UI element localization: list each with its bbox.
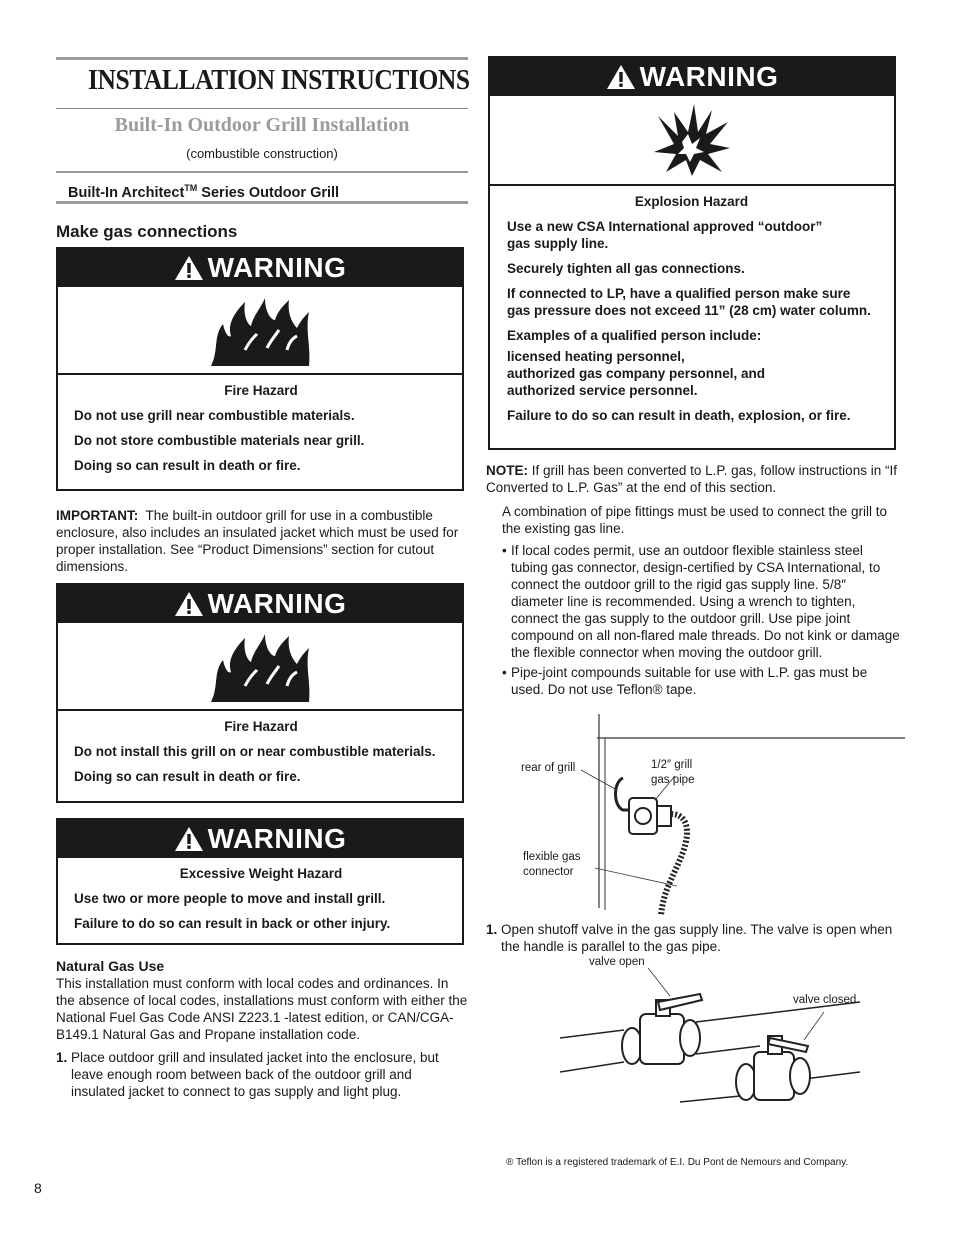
warning-triangle-icon xyxy=(174,255,204,281)
fire-icon xyxy=(205,290,315,370)
step-text: Place outdoor grill and insulated jacket into the enclosure, but leave enough room between back of the outdoor grill and insulated jacket to connect to gas supply and light plug. xyxy=(71,1050,439,1099)
model-suffix: Series Outdoor Grill xyxy=(197,184,340,201)
note-label: NOTE: xyxy=(486,463,528,478)
bullet-item xyxy=(502,542,902,661)
warning-text xyxy=(490,186,894,440)
warning-line: Failure to do so can result in back or other injury. xyxy=(74,916,391,931)
page-subnote: (combustible construction) xyxy=(186,146,338,161)
warning-bar xyxy=(490,58,894,96)
gas-connection-diagram xyxy=(505,710,905,920)
warning-line: Examples of a qualified person include: xyxy=(507,328,762,343)
valve-closed-label: valve closed xyxy=(793,994,857,1006)
fire-icon xyxy=(205,626,315,706)
natural-gas-heading: Natural Gas Use xyxy=(56,958,165,974)
note-paragraph xyxy=(486,462,902,496)
warning-line: Failure to do so can result in death, explosion, or fire. xyxy=(507,408,851,423)
warning-box-fire-1 xyxy=(56,247,464,491)
warning-line: Do not store combustible materials near grill. xyxy=(74,433,365,448)
warning-triangle-icon xyxy=(606,64,636,90)
warning-triangle-icon xyxy=(174,826,204,852)
model-rule xyxy=(56,201,468,204)
note-text: If grill has been converted to L.P. gas, follow instructions in “If Converted to L.P. Gas” at the end of this section. xyxy=(486,463,897,495)
warning-label: WARNING xyxy=(639,61,779,92)
warning-line: Do not install this grill on or near combustible materials. xyxy=(74,744,436,759)
important-paragraph xyxy=(56,507,468,575)
hazard-title: Explosion Hazard xyxy=(634,194,749,209)
hazard-title: Fire Hazard xyxy=(224,383,298,398)
connector-label-line2: connector xyxy=(523,866,574,878)
warning-box-explosion xyxy=(488,56,896,450)
shutoff-step xyxy=(486,921,902,955)
step-number: 1. xyxy=(56,1050,68,1065)
warning-line: Do not use grill near combustible materials. xyxy=(74,408,355,423)
natural-gas-step xyxy=(56,1049,468,1100)
step-number: 1. xyxy=(486,922,498,937)
warning-bar xyxy=(58,820,462,858)
warning-box-weight xyxy=(56,818,464,945)
rear-of-grill-label: rear of grill xyxy=(521,762,576,774)
bullet-item xyxy=(502,664,902,698)
trademark-sup: TM xyxy=(184,183,198,193)
warning-bar xyxy=(58,249,462,287)
hazard-title: Excessive Weight Hazard xyxy=(179,866,343,881)
model-prefix: Built-In Architect xyxy=(68,184,185,201)
bullet-text: If local codes permit, use an outdoor flexible stainless steel tubing gas connector, design-certified by CSA International, to connect the outdoor grill to the rigid gas supply line. 5/8″ diameter line is recommended. Using a wrench to tighten, connect the gas supply to the outdoor grill. Use pipe joint compound on all non-flared male threads. Do not kink or damage the flexible connector when moving the outdoor grill. xyxy=(511,543,900,660)
explosion-icon xyxy=(652,102,732,178)
warning-text xyxy=(58,711,462,801)
explosion-pictogram xyxy=(490,96,894,186)
warning-label: WARNING xyxy=(207,823,347,854)
header-rule-top xyxy=(56,57,468,60)
warning-line: authorized gas company personnel, and xyxy=(507,366,766,381)
grill-pipe-label-line1: 1/2″ grill xyxy=(651,759,693,771)
hazard-title: Fire Hazard xyxy=(224,719,298,734)
valve-diagram xyxy=(560,954,880,1114)
warning-label: WARNING xyxy=(207,588,347,619)
page-title: INSTALLATION INSTRUCTIONS xyxy=(88,64,470,96)
important-text: The built-in outdoor grill for use in a combustible enclosure, also includes an insulated jacket which must be used for proper installation. See “Product Dimensions” section for cutout dimensions. xyxy=(56,508,459,574)
grill-pipe-label-line2: gas pipe xyxy=(651,774,695,786)
model-line xyxy=(68,183,339,201)
connector-label-line1: flexible gas xyxy=(523,851,581,863)
gas-connection-illustration xyxy=(505,710,905,920)
trademark-footnote: ® Teflon is a registered trademark of E.I. Du Pont de Nemours and Company. xyxy=(506,1157,849,1168)
valve-open-label: valve open xyxy=(589,956,645,968)
step-text: Open shutoff valve in the gas supply line. The valve is open when the handle is parallel to the gas pipe. xyxy=(501,922,893,954)
header-rule xyxy=(56,108,468,109)
section-heading: Make gas connections xyxy=(56,222,238,241)
warning-text xyxy=(58,375,462,490)
warning-line: Use two or more people to move and install grill. xyxy=(74,891,386,906)
natural-gas-text: This installation must conform with local codes and ordinances. In the absence of local codes, installations must conform with either the National Fuel Gas Code ANSI Z223.1 -latest edition, or CAN/CGA-B149.1 Natural Gas and Propane installation code. xyxy=(56,976,468,1042)
bullet-text: Pipe-joint compounds suitable for use with L.P. gas must be used. Do not use Teflon® tape. xyxy=(511,665,868,697)
warning-label: WARNING xyxy=(207,252,347,283)
warning-box-fire-2 xyxy=(56,583,464,803)
warning-bar xyxy=(58,585,462,623)
page-number: 8 xyxy=(34,1180,42,1196)
important-label: IMPORTANT: xyxy=(56,508,139,523)
fire-pictogram xyxy=(58,287,462,375)
warning-line: Use a new CSA International approved “outdoor” gas supply line. xyxy=(507,219,823,251)
combination-paragraph: A combination of pipe fittings must be used to connect the grill to the existing gas line. xyxy=(502,504,887,536)
warning-line: If connected to LP, have a qualified person make sure gas pressure does not exceed 11” (28 cm) water column. xyxy=(507,286,871,318)
warning-line: authorized service personnel. xyxy=(507,383,698,398)
fire-pictogram xyxy=(58,623,462,711)
bullet-dot: • xyxy=(502,665,507,680)
warning-line: Doing so can result in death or fire. xyxy=(74,769,301,784)
bullet-dot: • xyxy=(502,543,507,558)
warning-line: Doing so can result in death or fire. xyxy=(74,458,301,473)
valve-illustration xyxy=(560,954,880,1114)
subtitle-rule xyxy=(56,171,468,173)
warning-triangle-icon xyxy=(174,591,204,617)
warning-line: Securely tighten all gas connections. xyxy=(507,261,745,276)
page-subtitle: Built-In Outdoor Grill Installation xyxy=(114,114,410,136)
warning-text xyxy=(58,858,462,948)
warning-line: licensed heating personnel, xyxy=(507,349,685,364)
